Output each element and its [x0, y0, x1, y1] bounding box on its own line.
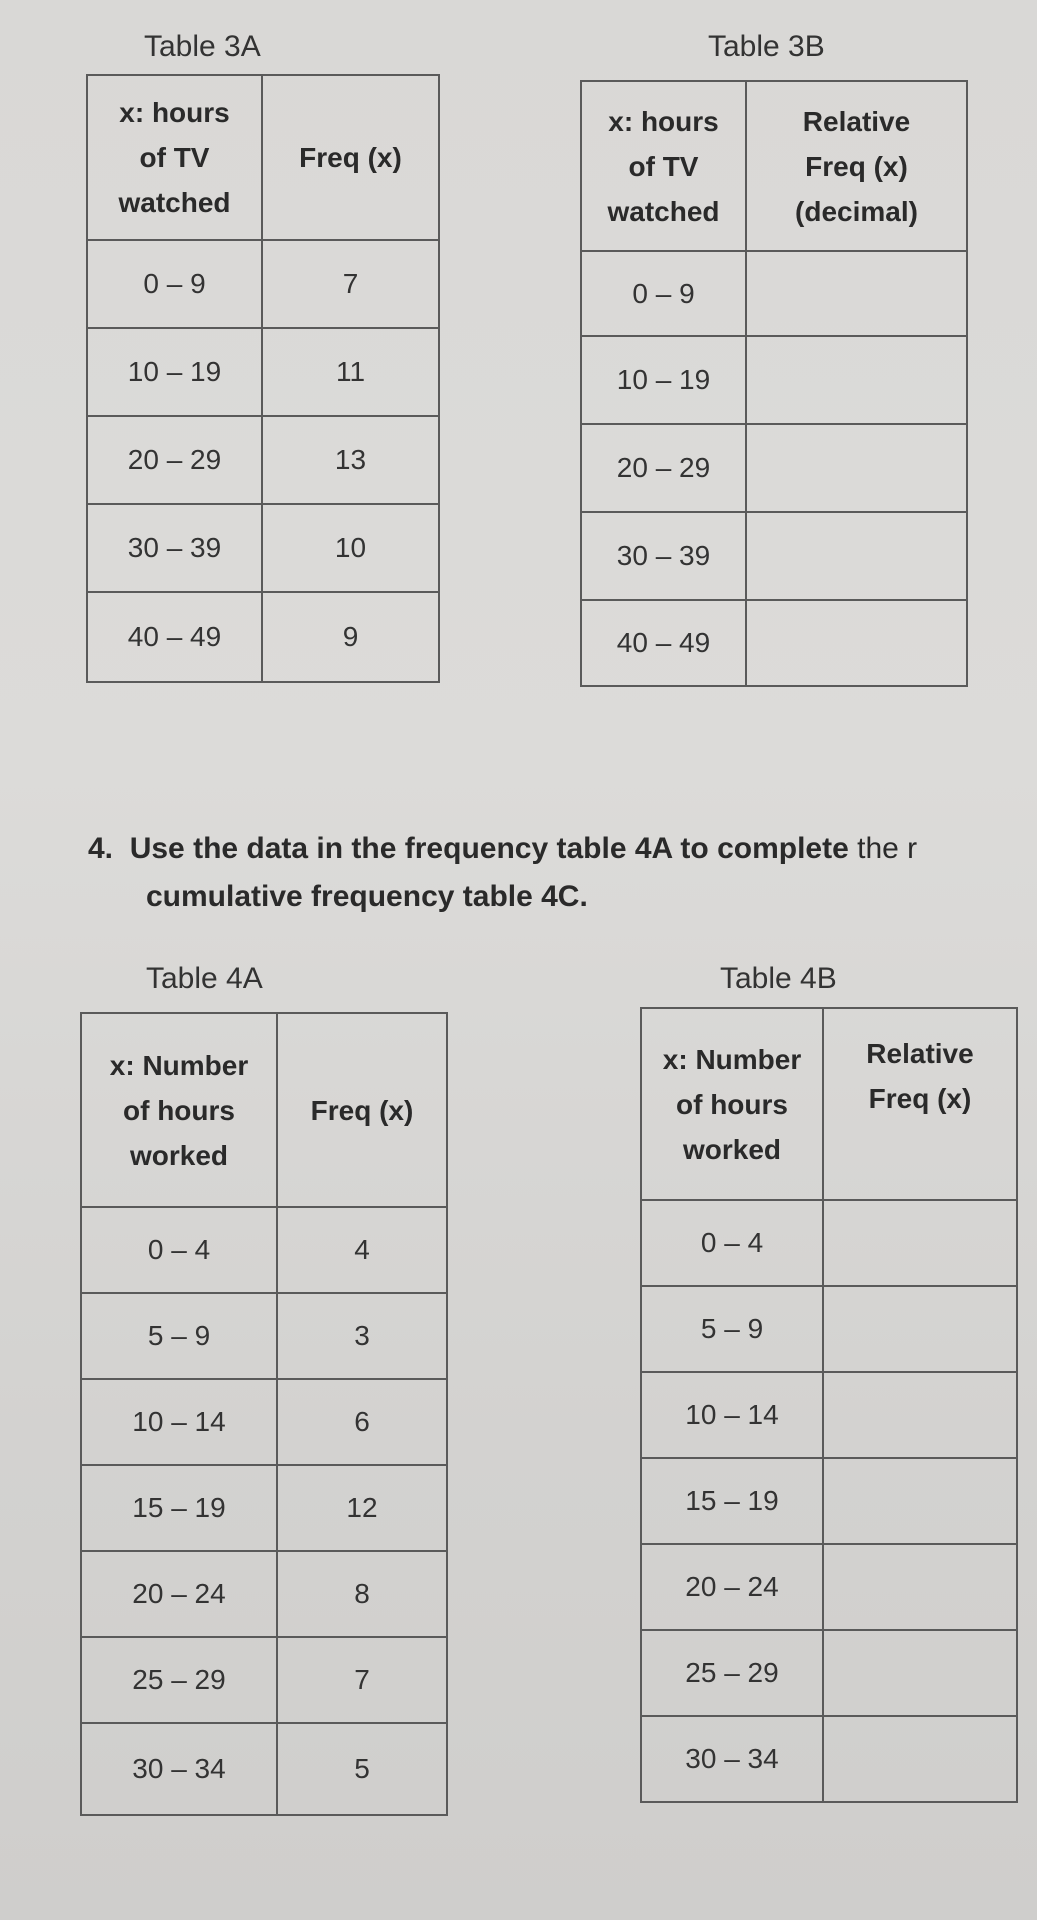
interval-cell: 0 – 4: [81, 1207, 277, 1293]
table-row: [81, 1207, 447, 1293]
answer-cell[interactable]: [746, 251, 967, 336]
table-row: [81, 1637, 447, 1723]
question-text-b: frequency table 4A: [404, 832, 673, 865]
table-3a-col-x-header: [87, 75, 262, 240]
table-row: [641, 1630, 1017, 1716]
table-4b-col-relfreq-header: [823, 1008, 1017, 1200]
interval-cell: 5 – 9: [641, 1286, 823, 1372]
interval-cell: 10 – 14: [641, 1372, 823, 1458]
table-4a-col-freq-header: Freq (x): [277, 1013, 447, 1207]
header-line: x: Number: [662, 1043, 802, 1075]
header-line: x: hours: [119, 97, 230, 128]
table-3a: [86, 74, 440, 683]
interval-cell: 20 – 29: [581, 424, 746, 512]
interval-cell: 5 – 9: [81, 1293, 277, 1379]
freq-cell: 5: [277, 1723, 447, 1815]
interval-cell: 25 – 29: [81, 1637, 277, 1723]
freq-cell: 7: [277, 1637, 447, 1723]
table-4a: [80, 1012, 448, 1816]
table-row: [87, 592, 439, 682]
freq-cell: 9: [262, 592, 439, 682]
header-line: worked: [129, 1139, 229, 1171]
freq-cell: 4: [277, 1207, 447, 1293]
header-line: Relative: [802, 105, 911, 137]
table-row: [81, 1723, 447, 1815]
table-row: [641, 1544, 1017, 1630]
table-row: [641, 1716, 1017, 1802]
table-row: [581, 336, 967, 424]
question-number: 4.: [88, 832, 114, 865]
header-line: x: Number: [109, 1049, 249, 1081]
header-line: watched: [607, 195, 720, 227]
question-text-e: the r: [848, 832, 918, 865]
answer-cell[interactable]: [746, 336, 967, 424]
answer-cell[interactable]: [823, 1286, 1017, 1372]
freq-cell: 13: [262, 416, 439, 504]
table-3b-col-x-header: [581, 81, 746, 251]
table-row: [87, 328, 439, 416]
table-3a-caption: Table 3A: [144, 30, 261, 63]
table-row: [81, 1293, 447, 1379]
table-row: [641, 1372, 1017, 1458]
interval-cell: 40 – 49: [581, 600, 746, 686]
question-4: [88, 824, 1037, 874]
header-line: (decimal): [795, 195, 918, 227]
header-line: of hours: [123, 1094, 235, 1126]
freq-cell: 12: [277, 1465, 447, 1551]
interval-cell: 25 – 29: [641, 1630, 823, 1716]
interval-cell: 0 – 9: [87, 240, 262, 328]
header-line: of TV: [139, 142, 210, 173]
question-text-d: complete: [717, 832, 849, 865]
freq-cell: 11: [262, 328, 439, 416]
interval-cell: 30 – 39: [87, 504, 262, 592]
table-row: [641, 1200, 1017, 1286]
table-row: [81, 1465, 447, 1551]
header-line: of hours: [676, 1088, 788, 1120]
interval-cell: 40 – 49: [87, 592, 262, 682]
table-row: [87, 240, 439, 328]
table-row: [581, 251, 967, 336]
interval-cell: 0 – 9: [581, 251, 746, 336]
answer-cell[interactable]: [823, 1630, 1017, 1716]
question-text-a: Use the data in the: [129, 832, 405, 865]
answer-cell[interactable]: [746, 512, 967, 600]
table-row: [87, 504, 439, 592]
answer-cell[interactable]: [823, 1200, 1017, 1286]
interval-cell: 20 – 24: [81, 1551, 277, 1637]
interval-cell: 30 – 39: [581, 512, 746, 600]
table-4a-caption: Table 4A: [146, 962, 263, 995]
table-row: [581, 600, 967, 686]
answer-cell[interactable]: [823, 1372, 1017, 1458]
header-line: Freq (x): [868, 1083, 972, 1114]
interval-cell: 20 – 24: [641, 1544, 823, 1630]
answer-cell[interactable]: [823, 1458, 1017, 1544]
header-line: x: hours: [608, 105, 719, 137]
interval-cell: 30 – 34: [641, 1716, 823, 1802]
table-3b: [580, 80, 968, 687]
question-text-c: to: [672, 832, 718, 865]
interval-cell: 15 – 19: [81, 1465, 277, 1551]
freq-cell: 6: [277, 1379, 447, 1465]
freq-cell: 8: [277, 1551, 447, 1637]
table-row: [81, 1379, 447, 1465]
answer-cell[interactable]: [823, 1716, 1017, 1802]
table-row: [641, 1286, 1017, 1372]
table-4b-caption: Table 4B: [720, 962, 837, 995]
table-row: [87, 416, 439, 504]
interval-cell: 10 – 19: [87, 328, 262, 416]
interval-cell: 10 – 14: [81, 1379, 277, 1465]
interval-cell: 20 – 29: [87, 416, 262, 504]
interval-cell: 15 – 19: [641, 1458, 823, 1544]
freq-cell: 10: [262, 504, 439, 592]
interval-cell: 10 – 19: [581, 336, 746, 424]
header-line: worked: [682, 1133, 782, 1165]
table-4a-col-x-header: [81, 1013, 277, 1207]
answer-cell[interactable]: [823, 1544, 1017, 1630]
header-line: Freq (x): [805, 150, 908, 182]
answer-cell[interactable]: [746, 424, 967, 512]
interval-cell: 0 – 4: [641, 1200, 823, 1286]
header-line: watched: [118, 187, 231, 218]
freq-cell: 3: [277, 1293, 447, 1379]
table-4b: [640, 1007, 1018, 1803]
header-line: Relative: [866, 1038, 974, 1069]
table-3a-col-freq-header: Freq (x): [262, 75, 439, 240]
table-3b-col-relfreq-header: [746, 81, 967, 251]
table-3b-caption: Table 3B: [708, 30, 825, 63]
question-4-line-2: cumulative frequency table 4C.: [146, 880, 588, 913]
table-row: [641, 1458, 1017, 1544]
table-4b-col-x-header: [641, 1008, 823, 1200]
answer-cell[interactable]: [746, 600, 967, 686]
table-row: [581, 512, 967, 600]
header-line: of TV: [628, 150, 699, 182]
freq-cell: 7: [262, 240, 439, 328]
interval-cell: 30 – 34: [81, 1723, 277, 1815]
table-row: [581, 424, 967, 512]
table-row: [81, 1551, 447, 1637]
